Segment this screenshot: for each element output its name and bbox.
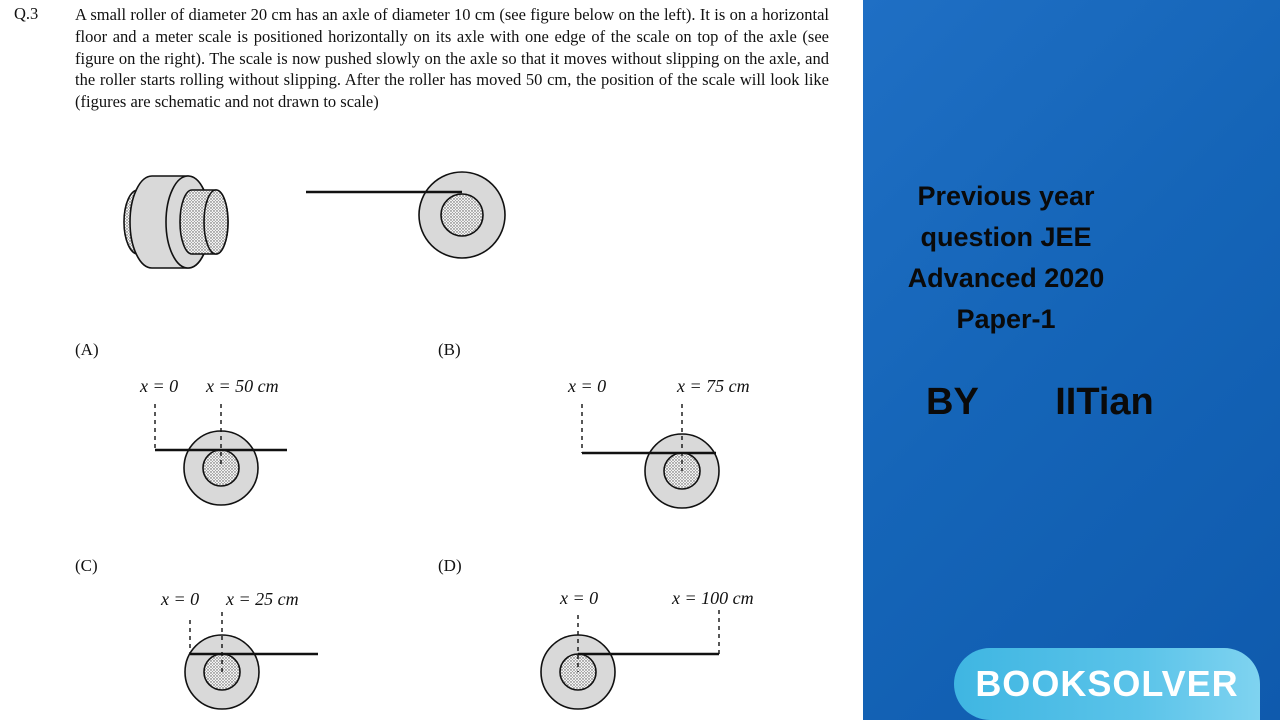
brand-name: BOOKSOLVER (975, 663, 1239, 704)
option-c-left-mark: x = 0 (161, 589, 200, 609)
question-text: A small roller of diameter 20 cm has an axle of diameter 10 cm (see figure below on the left). It is on a horizontal floor and a meter scale is positioned horizontally on its axle with one edge of the scale on top of the axle (see figure on the right). The scale is now pushed slowly on the axle so that it moves without slipping on the axle, and the roller starts rolling without slipping. After the roller has moved 50 cm, the position of the scale will look like (figures are schematic and not drawn to scale) (75, 5, 829, 112)
sidebar-author: BY IITian (926, 381, 1154, 423)
question-number: Q.3 (14, 4, 39, 23)
option-c-label: (C) (75, 556, 98, 575)
option-c-figure (185, 612, 318, 709)
option-d-label: (D) (438, 556, 462, 575)
option-d-left-mark: x = 0 (560, 588, 599, 608)
option-a-figure (155, 404, 287, 505)
option-a-label: (A) (75, 340, 99, 359)
brand-badge (954, 648, 1260, 720)
option-d-figure (541, 610, 719, 709)
option-c-right-mark: x = 25 cm (226, 589, 299, 609)
sidebar-title: Previous year question JEE Advanced 2020 Paper-1 (907, 181, 1105, 334)
option-b-figure (582, 404, 719, 508)
option-b-right-mark: x = 75 cm (677, 376, 750, 396)
option-b-label: (B) (438, 340, 461, 359)
option-b-left-mark: x = 0 (568, 376, 607, 396)
option-a-left-mark: x = 0 (140, 376, 179, 396)
roller-3d-figure (124, 176, 228, 268)
sidebar-panel (863, 0, 1280, 720)
option-a-right-mark: x = 50 cm (206, 376, 279, 396)
option-d-right-mark: x = 100 cm (672, 588, 754, 608)
roller-side-view (306, 172, 505, 258)
